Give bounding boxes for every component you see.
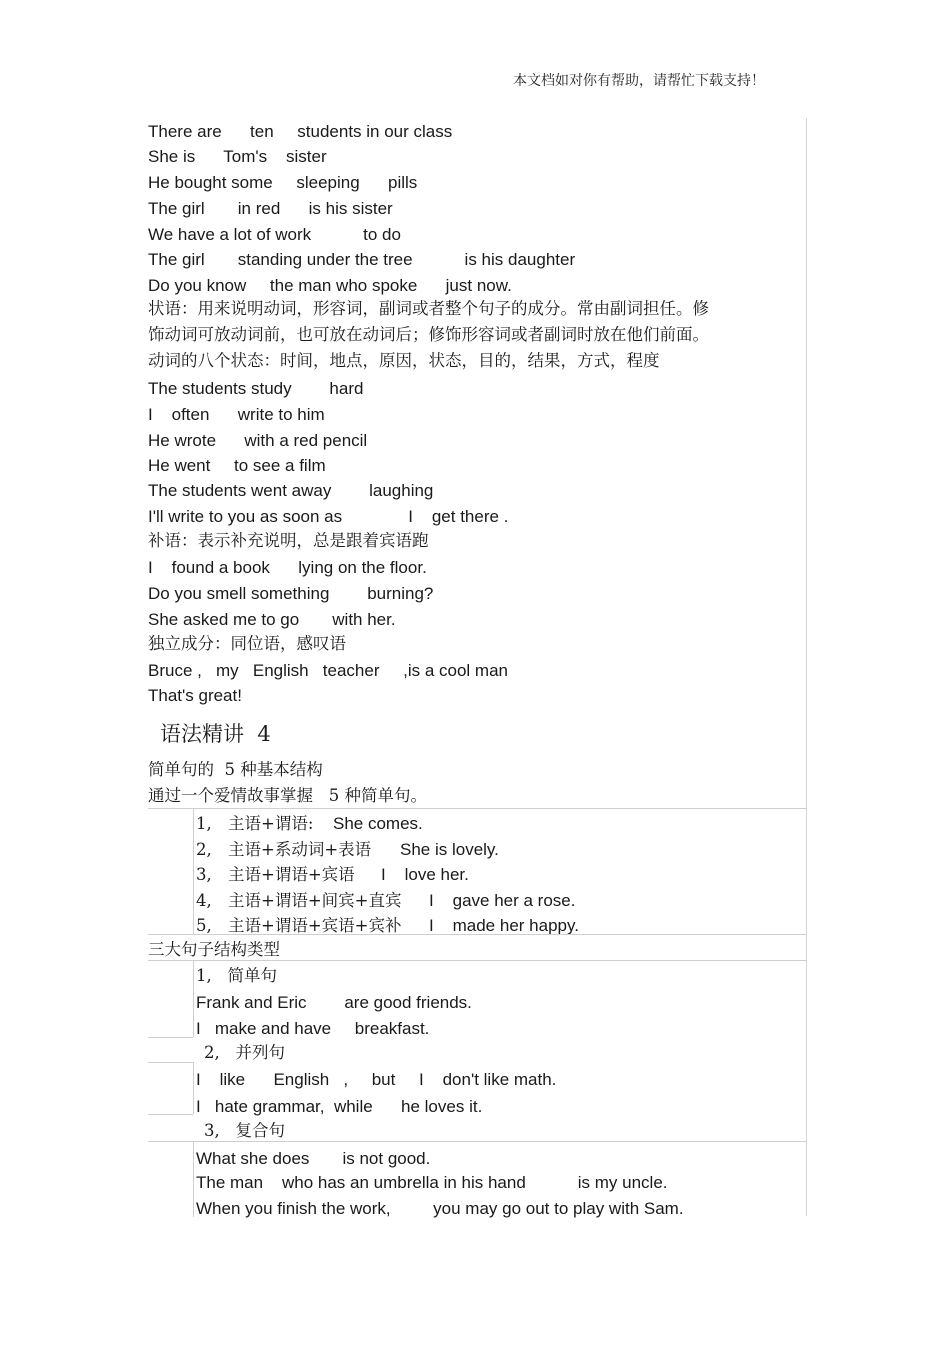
structure-number: 2, [196, 840, 212, 859]
table-rule [148, 1141, 806, 1142]
complement-example: I found a book lying on the floor. [148, 558, 427, 577]
structure-example: She is lovely. [400, 840, 499, 859]
complement-definition: 补语：表示补充说明，总是跟着宾语跑 [148, 531, 429, 550]
attributive-example: The girl standing under the tree is his daughter [148, 250, 576, 269]
simple-sentence-example: I make and have breakfast. [196, 1019, 430, 1038]
adverbial-eight-types: 动词的八个状态：时间，地点，原因，状态，目的，结果，方式，程度 [148, 351, 660, 370]
compound-sentence-example: I like English , but I don't like math. [196, 1070, 557, 1089]
table-rule [148, 960, 806, 961]
page-header-note: 本文档如对你有帮助，请帮忙下载支持！ [513, 73, 765, 89]
complex-sentence-example: The man who has an umbrella in his hand is my uncle. [196, 1173, 668, 1192]
structure-example: I gave her a rose. [429, 891, 576, 910]
independent-definition: 独立成分：同位语，感叹语 [148, 634, 346, 653]
adverbial-example: I'll write to you as soon as I get there . [148, 507, 509, 526]
adverbial-example: The students study hard [148, 379, 364, 398]
independent-example: Bruce , my English teacher ,is a cool man [148, 661, 508, 680]
attributive-example: The girl in red is his sister [148, 199, 393, 218]
table-rule [148, 1037, 193, 1038]
page-right-border [806, 118, 807, 1216]
complex-sentence-label: 3, 复合句 [204, 1121, 285, 1140]
structure-pattern: 主语+谓语+间宾+直宾 [228, 891, 402, 910]
table-rule [148, 1114, 193, 1115]
table-rule [193, 1062, 194, 1114]
table-rule [193, 808, 194, 934]
complement-example: Do you smell something burning? [148, 584, 434, 603]
structure-example: I made her happy. [429, 916, 579, 935]
structure-example: She comes. [333, 814, 423, 833]
complex-sentence-example: When you finish the work, you may go out to play with Sam. [196, 1199, 684, 1218]
structure-number: 1, [196, 814, 212, 833]
table-rule [148, 1062, 193, 1063]
compound-sentence-label: 2, 并列句 [204, 1043, 285, 1062]
attributive-example: He bought some sleeping pills [148, 173, 418, 192]
structure-pattern: 主语+谓语+宾语+宾补 [228, 916, 402, 935]
adverbial-example: He went to see a film [148, 456, 326, 475]
structure-pattern: 主语+系动词+表语 [228, 840, 372, 859]
adverbial-definition: 状语：用来说明动词，形容词，副词或者整个句子的成分。常由副词担任。修 [148, 299, 709, 318]
structure-pattern: 主语+谓语+宾语 [228, 865, 355, 884]
complex-sentence-example: What she does is not good. [196, 1149, 431, 1168]
simple-structures-title: 简单句的 5 种基本结构 [148, 760, 323, 779]
structure-pattern: 主语+谓语: [228, 814, 314, 833]
sentence-types-title: 三大句子结构类型 [148, 940, 280, 959]
simple-sentence-label: 1, 简单句 [196, 966, 277, 985]
structure-example: I love her. [381, 865, 469, 884]
adverbial-example: I often write to him [148, 405, 325, 424]
independent-example: That's great! [148, 686, 242, 705]
structure-number: 4, [196, 891, 212, 910]
table-rule [148, 808, 806, 809]
attributive-example: We have a lot of work to do [148, 225, 401, 244]
table-rule [193, 1141, 194, 1217]
adverbial-definition: 饰动词可放动词前，也可放在动词后；修饰形容词或者副词时放在他们前面。 [148, 325, 709, 344]
attributive-example: Do you know the man who spoke just now. [148, 276, 512, 295]
attributive-example: There are ten students in our class [148, 122, 453, 141]
adverbial-example: He wrote with a red pencil [148, 431, 368, 450]
adverbial-example: The students went away laughing [148, 481, 434, 500]
table-rule [148, 934, 806, 935]
attributive-example: She is Tom's sister [148, 147, 327, 166]
section-title: 语法精讲 4 [160, 722, 271, 746]
structure-number: 5, [196, 916, 212, 935]
table-rule [193, 960, 194, 1037]
structure-number: 3, [196, 865, 212, 884]
compound-sentence-example: I hate grammar, while he loves it. [196, 1097, 483, 1116]
complement-example: She asked me to go with her. [148, 610, 396, 629]
simple-sentence-example: Frank and Eric are good friends. [196, 993, 472, 1012]
simple-structures-intro: 通过一个爱情故事掌握 5 种简单句。 [148, 786, 427, 805]
